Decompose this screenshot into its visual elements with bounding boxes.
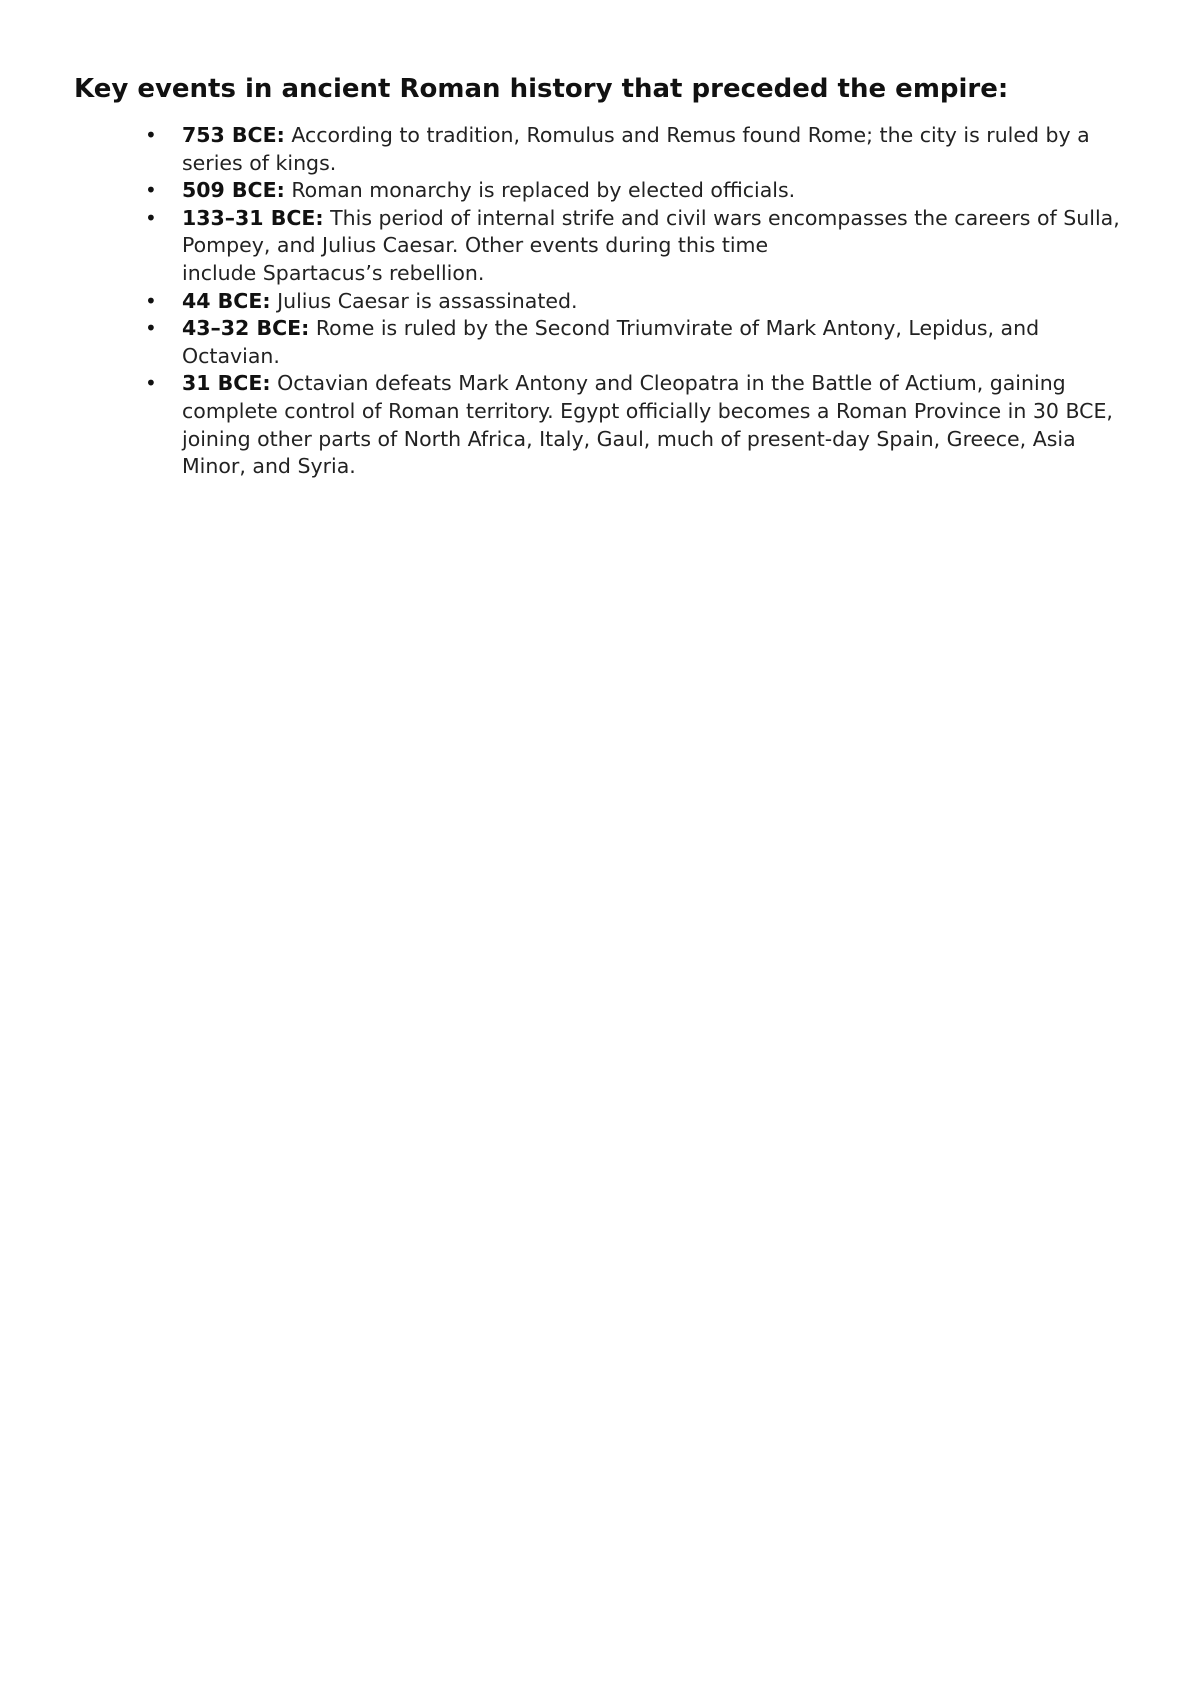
list-item-44-bce: [145, 288, 1120, 316]
event-list: [74, 122, 1120, 481]
event-description: This period of internal strife and civil wars encompasses the careers of Sulla, Pompey, and Julius Caesar. Other events during this time: [182, 205, 1120, 258]
event-description-continued: include Spartacus’s rebellion.: [182, 260, 485, 285]
event-date: 133–31 BCE:: [182, 205, 324, 230]
bullet-icon: •: [145, 178, 157, 203]
list-item-31-bce: [145, 370, 1120, 480]
event-date: 44 BCE:: [182, 288, 271, 313]
event-description: Roman monarchy is replaced by elected officials.: [291, 178, 796, 203]
event-date: 509 BCE:: [182, 178, 285, 203]
bullet-icon: •: [145, 205, 157, 230]
list-item-43-32-bce: [145, 315, 1120, 370]
list-item-133-31-bce: [145, 205, 1120, 288]
event-description: According to tradition, Romulus and Remus found Rome; the city is ruled by a series of kings.: [182, 123, 1090, 175]
bullet-icon: •: [145, 316, 157, 341]
list-item-753-bce: [145, 122, 1120, 177]
document-title: Key events in ancient Roman history that preceded the empire:: [74, 74, 1009, 104]
bullet-icon: •: [145, 123, 157, 147]
list-item-509-bce: [145, 177, 1120, 205]
event-description: Octavian defeats Mark Antony and Cleopatra in the Battle of Actium, gaining complete control of Roman territory. Egypt officially becomes a Roman Province in 30 BCE, joining other parts of North Africa, Italy, Gaul, much of present-day Spain, Greece, Asia Minor, and Syria.: [182, 371, 1113, 479]
event-date: 31 BCE:: [182, 371, 271, 396]
bullet-icon: •: [145, 288, 157, 313]
event-description: Julius Caesar is assassinated.: [277, 288, 578, 313]
event-description: Rome is ruled by the Second Triumvirate of Mark Antony, Lepidus, and Octavian.: [182, 316, 1040, 368]
bullet-icon: •: [145, 371, 157, 396]
event-date: 43–32 BCE:: [182, 316, 310, 341]
event-date: 753 BCE:: [182, 123, 285, 147]
